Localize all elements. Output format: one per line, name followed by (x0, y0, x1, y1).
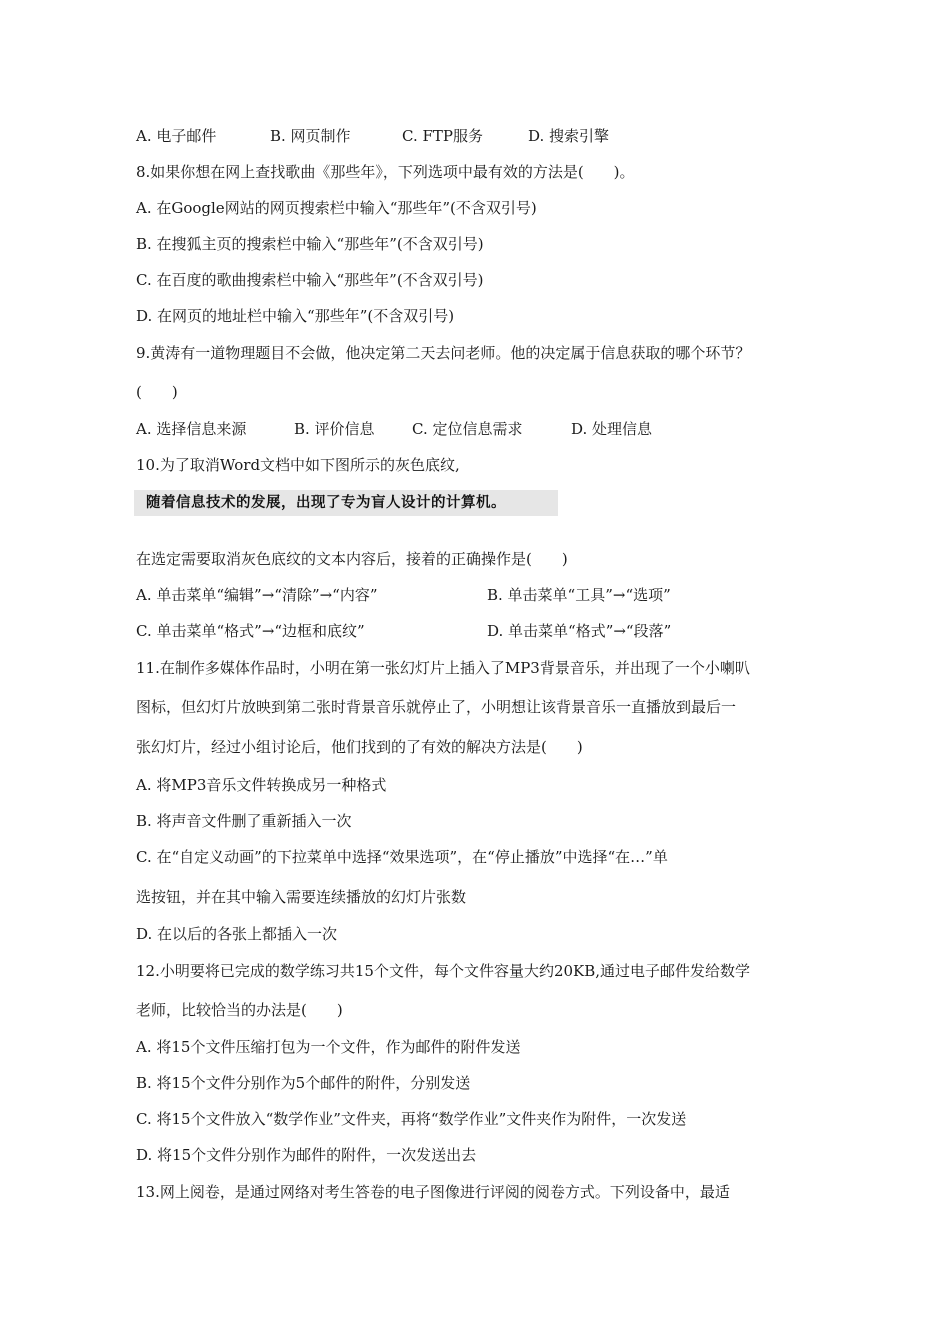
q11-stem-line1: 11.在制作多媒体作品时，小明在第一张幻灯片上插入了MP3背景音乐，并出现了一个小喇叭 (136, 659, 750, 677)
q10-stem: 10.为了取消Word文档中如下图所示的灰色底纹, (136, 456, 460, 474)
q9-option-b: B. 评价信息 (294, 420, 375, 438)
q7-option-d: D. 搜索引擎 (528, 127, 610, 145)
q11-option-b: B. 将声音文件删了重新插入一次 (136, 812, 352, 830)
q10-stem2: 在选定需要取消灰色底纹的文本内容后，接着的正确操作是( ) (136, 550, 568, 568)
q10-option-c: C. 单击菜单“格式”→“边框和底纹” (136, 622, 365, 640)
q8-option-a: A. 在Google网站的网页搜索栏中输入“那些年”(不含双引号) (136, 199, 537, 217)
q12-stem-line2: 老师，比较恰当的办法是( ) (136, 1001, 343, 1019)
q11-option-a: A. 将MP3音乐文件转换成另一种格式 (136, 776, 387, 794)
q10-option-d: D. 单击菜单“格式”→“段落” (487, 622, 672, 640)
q13-stem-line1: 13.网上阅卷，是通过网络对考生答卷的电子图像进行评阅的阅卷方式。下列设备中，最适 (136, 1183, 730, 1201)
q12-stem-line1: 12.小明要将已完成的数学练习共15个文件，每个文件容量大约20KB,通过电子邮件发给数学 (136, 962, 751, 980)
q9-stem-line1: 9.黄涛有一道物理题目不会做，他决定第二天去问老师。他的决定属于信息获取的哪个环节？ (136, 344, 751, 362)
q12-option-d: D. 将15个文件分别作为邮件的附件，一次发送出去 (136, 1146, 477, 1164)
q11-stem-line2: 图标，但幻灯片放映到第二张时背景音乐就停止了，小明想让该背景音乐一直播放到最后一 (136, 698, 737, 716)
shaded-text-sample (134, 490, 558, 516)
q7-option-a: A. 电子邮件 (136, 127, 217, 145)
q12-option-c: C. 将15个文件放入“数学作业”文件夹，再将“数学作业”文件夹作为附件，一次发送 (136, 1110, 687, 1128)
q9-option-a: A. 选择信息来源 (136, 420, 247, 438)
q12-option-b: B. 将15个文件分别作为5个邮件的附件，分别发送 (136, 1074, 471, 1092)
q9-option-c: C. 定位信息需求 (412, 420, 523, 438)
q11-stem-line3: 张幻灯片，经过小组讨论后，他们找到的了有效的解决方法是( ) (136, 738, 583, 756)
q10-option-b: B. 单击菜单“工具”→“选项” (487, 586, 671, 604)
q8-stem: 8.如果你想在网上查找歌曲《那些年》，下列选项中最有效的方法是( )。 (136, 163, 635, 181)
q11-option-d: D. 在以后的各张上都插入一次 (136, 925, 338, 943)
q11-option-c: C. 在“自定义动画”的下拉菜单中选择“效果选项”，在“停止播放”中选择“在…”单 (136, 848, 668, 866)
q7-option-b: B. 网页制作 (270, 127, 351, 145)
shaded-text-sample-label: 随着信息技术的发展，出现了专为盲人设计的计算机。 (146, 495, 506, 511)
q8-option-d: D. 在网页的地址栏中输入“那些年”(不含双引号) (136, 307, 455, 325)
q9-stem-line2: ( ) (136, 383, 178, 401)
q7-option-c: C. FTP服务 (402, 127, 483, 145)
q12-option-a: A. 将15个文件压缩打包为一个文件，作为邮件的附件发送 (136, 1038, 521, 1056)
q8-option-c: C. 在百度的歌曲搜索栏中输入“那些年”(不含双引号) (136, 271, 484, 289)
q10-option-a: A. 单击菜单“编辑”→“清除”→“内容” (136, 586, 378, 604)
q9-option-d: D. 处理信息 (571, 420, 653, 438)
q11-option-c-cont: 选按钮，并在其中输入需要连续播放的幻灯片张数 (136, 888, 467, 906)
q8-option-b: B. 在搜狐主页的搜索栏中输入“那些年”(不含双引号) (136, 235, 484, 253)
